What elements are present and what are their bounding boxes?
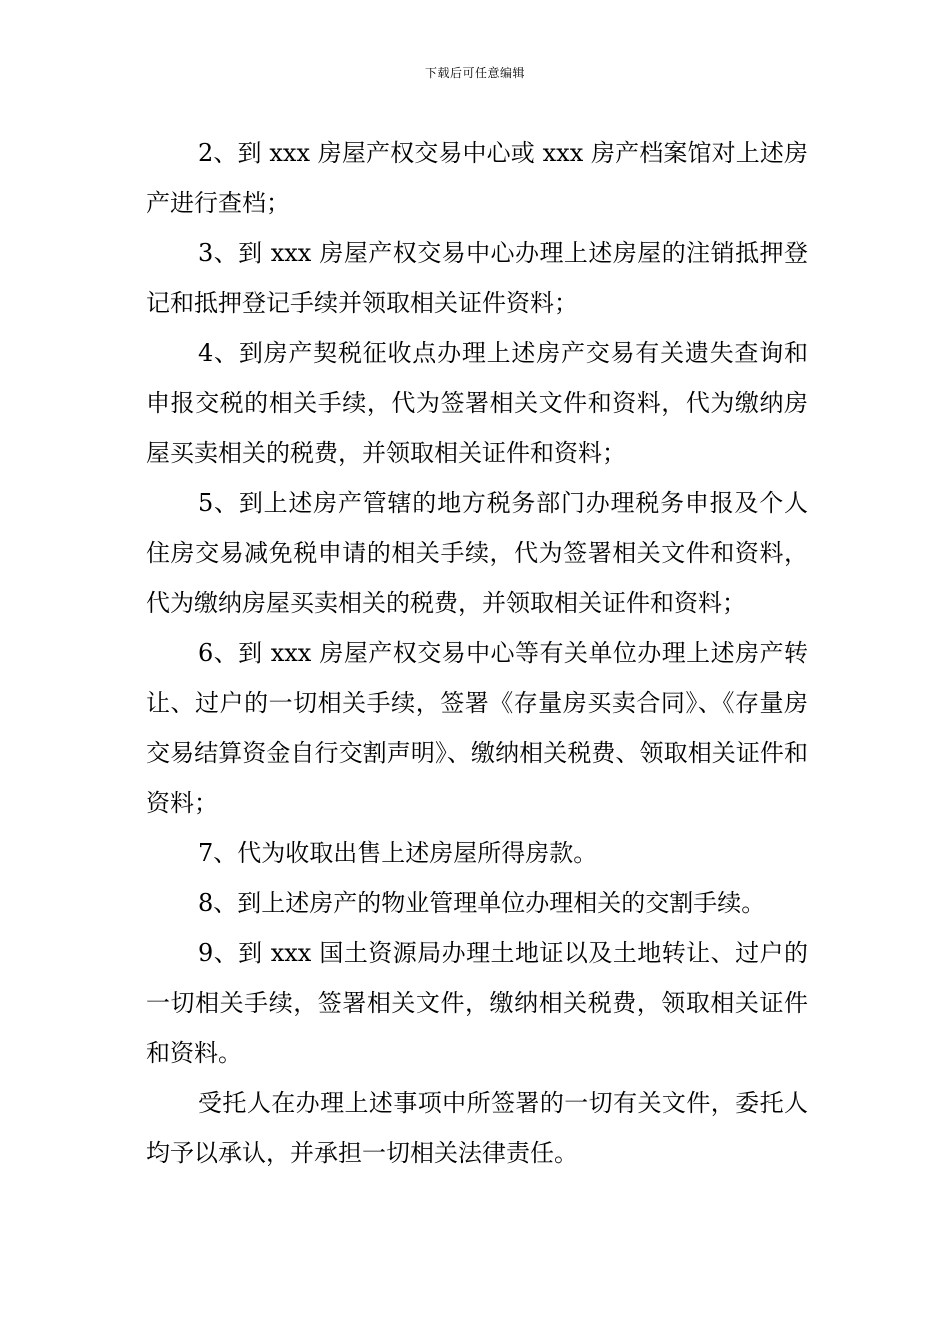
- paragraph-item-8: 8、到上述房产的物业管理单位办理相关的交割手续。: [198, 889, 766, 917]
- paragraph-item-6: 6、到 xxx 房屋产权交易中心等有关单位办理上述房产转让、过户的一切相关手续，签署《存量房买卖合同》、《存量房交易结算资金自行交割声明》、缴纳相关税费、领取相关证件和资料；: [146, 639, 808, 817]
- paragraph-closing: 受托人在办理上述事项中所签署的一切有关文件，委托人均予以承认，并承担一切相关法律责任。: [146, 1089, 808, 1167]
- paragraph-item-5: 5、到上述房产管辖的地方税务部门办理税务申报及个人住房交易减免税申请的相关手续，代为签署相关文件和资料，代为缴纳房屋买卖相关的税费，并领取相关证件和资料；: [146, 489, 808, 617]
- paragraph-item-7: 7、代为收取出售上述房屋所得房款。: [198, 839, 598, 867]
- paragraph-item-2: 2、到 xxx 房屋产权交易中心或 xxx 房产档案馆对上述房产进行查档；: [146, 139, 808, 217]
- paragraph-item-4: 4、到房产契税征收点办理上述房产交易有关遗失查询和申报交税的相关手续，代为签署相关文件和资料，代为缴纳房屋买卖相关的税费，并领取相关证件和资料；: [146, 339, 808, 467]
- page-header-note: 下载后可任意编辑: [424, 66, 525, 80]
- document-body: [146, 128, 808, 1178]
- paragraph-item-9: 9、到 xxx 国土资源局办理土地证以及土地转让、过户的一切相关手续，签署相关文件，缴纳相关税费，领取相关证件和资料。: [146, 939, 808, 1067]
- paragraph-item-3: 3、到 xxx 房屋产权交易中心办理上述房屋的注销抵押登记和抵押登记手续并领取相关证件资料；: [146, 239, 808, 317]
